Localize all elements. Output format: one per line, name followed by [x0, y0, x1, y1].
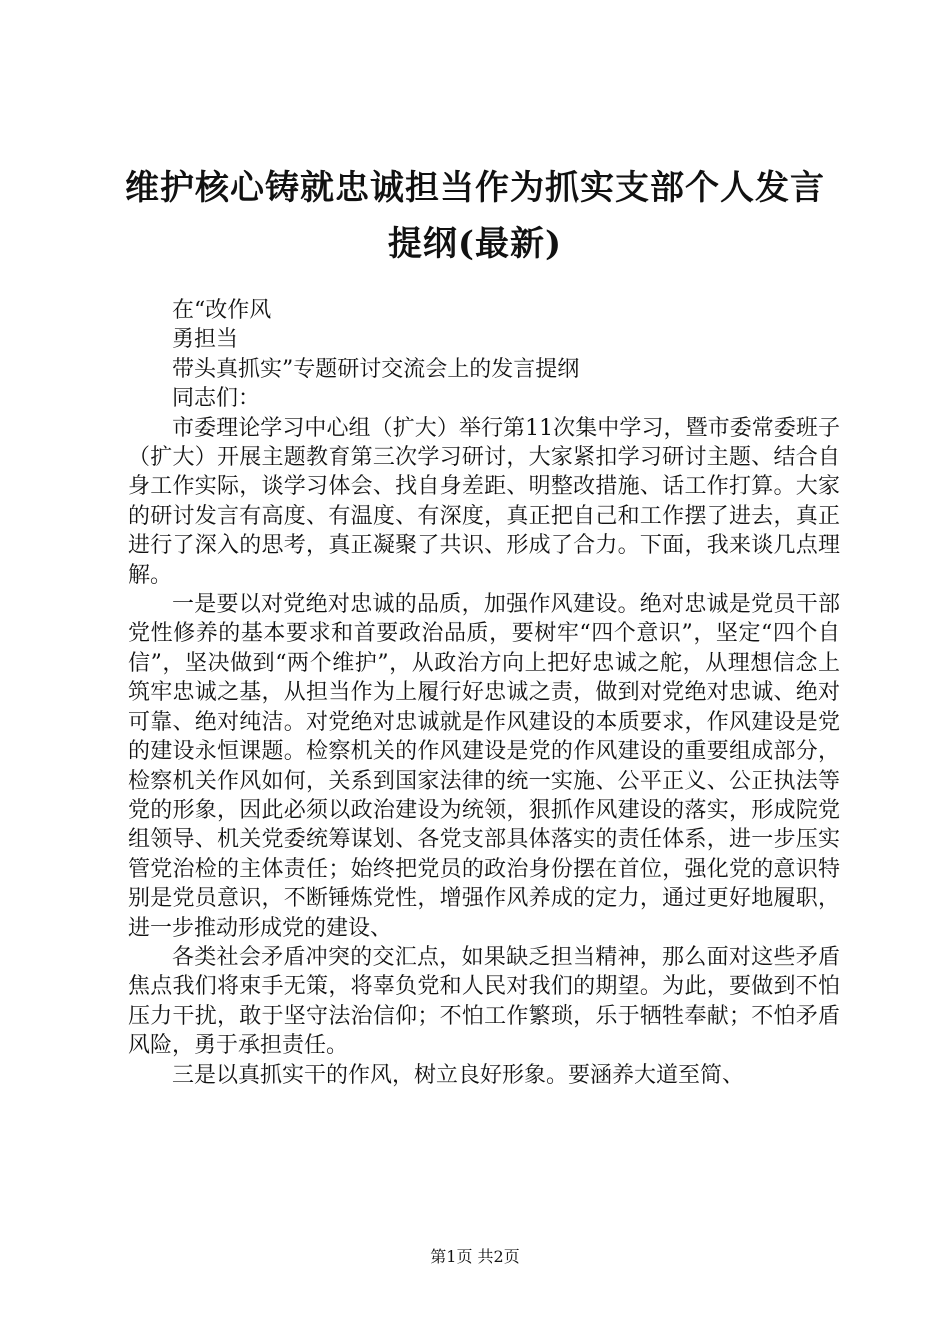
paragraph-intro-1: 在“改作风	[172, 298, 272, 323]
document-body	[128, 296, 840, 1090]
paragraph-opening: 市委理论学习中心组（扩大）举行第11次集中学习，暨市委常委班子（扩大）开展主题教育第三次学习研讨，大家紧扣学习研讨主题、结合自身工作实际，谈学习体会、找自身差距、明整改措施、话工作打算。大家的研讨发言有高度、有温度、有深度，真正把自己和工作摆了进去，真正进行了深入的思考，真正凝聚了共识、形成了合力。下面，我来谈几点理解。	[128, 415, 840, 588]
paragraph-intro-2: 勇担当	[172, 327, 239, 353]
paragraph-point-three: 三是以真抓实干的作风，树立良好形象。要涵养大道至简、	[172, 1062, 745, 1088]
page-number-footer: 第1页 共2页	[430, 1247, 520, 1266]
paragraph-intro-3: 带头真抓实”专题研讨交流会上的发言提纲	[172, 356, 580, 382]
document-title: 维护核心铸就忠诚担当作为抓实支部个人发言提纲(最新)	[125, 168, 825, 264]
paragraph-greeting: 同志们：	[172, 386, 261, 412]
paragraph-point-one: 一是要以对党绝对忠诚的品质，加强作风建设。绝对忠诚是党员干部党性修养的基本要求和首要政治品质，要树牢“四个意识”，坚定“四个自信”，坚决做到“两个维护”，从政治方向上把好忠诚之舵，从理想信念上筑牢忠诚之基，从担当作为上履行好忠诚之责，做到对党绝对忠诚、绝对可靠、绝对纯洁。对党绝对忠诚就是作风建设的本质要求，作风建设是党的建设永恒课题。检察机关的作风建设是党的作风建设的重要组成部分，检察机关作风如何，关系到国家法律的统一实施、公平正义、公正执法等党的形象，因此必须以政治建设为统领，狠抓作风建设的落实，形成院党组领导、机关党委统筹谋划、各党支部具体落实的责任体系，进一步压实管党治检的主体责任；始终把党员的政治身份摆在首位，强化党的意识特别是党员意识，不断锤炼党性，增强作风养成的定力，通过更好地履职，进一步推动形成党的建设、	[128, 592, 840, 941]
paragraph-point-two: 各类社会矛盾冲突的交汇点，如果缺乏担当精神，那么面对这些矛盾焦点我们将束手无策，将辜负党和人民对我们的期望。为此，要做到不怕压力干扰，敢于坚守法治信仰；不怕工作繁琐，乐于牺牲奉献；不怕矛盾风险，勇于承担责任。	[128, 944, 840, 1059]
